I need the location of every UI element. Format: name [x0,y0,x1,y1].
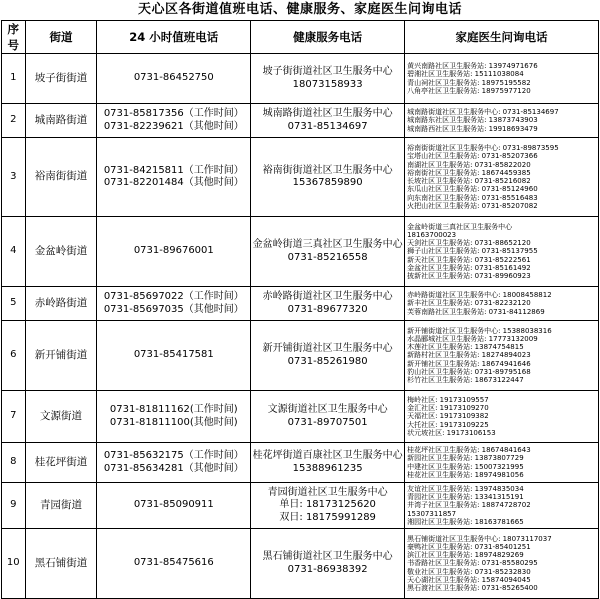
family-doctor-line: 青园社区卫生服务站: 13341315191 [407,493,524,502]
street-name: 赤岭路街道 [25,287,97,321]
family-doctor-line: 天剑社区卫生服务站: 0731-88652120 [407,239,531,248]
family-doctor-line: 豪鸭社区卫生服务站: 0731-85401251 [407,542,531,551]
row-number: 8 [2,443,26,483]
family-doctor-line: 梅岭社区: 19173109557 [407,395,489,404]
duty-phone: 0731-82239621（其他时间） [103,120,244,132]
health-service-cell [251,138,405,217]
family-doctor-line: 金盆社区卫生服务站: 0731-85161492 [407,263,531,272]
family-doctor-cell [405,138,599,217]
row-number: 7 [2,391,26,443]
duty-phone: 0731-81811100(其他时间) [109,416,238,428]
duty-phone: 0731-85634281（其他时间） [103,462,244,474]
duty-phone-cell [97,287,251,321]
table-body [2,54,599,599]
family-doctor-line: 金盆岭街道三真社区卫生服务中心 [407,222,513,231]
duty-phone: 0731-85697035（其他时间） [103,303,244,315]
duty-phone-cell [97,138,251,217]
health-service-cell [251,529,405,599]
row-number: 3 [2,138,26,217]
duty-phone: 0731-85417581 [133,349,214,361]
duty-phone-cell [97,391,251,443]
family-doctor-line: 黄兴南路社区卫生服务站: 13974971676 [407,62,538,70]
duty-phone-cell [97,483,251,529]
table-row [2,443,599,483]
family-doctor-line: 裕南街街道社区卫生服务中心: 0731-89873595 [407,144,559,152]
directory-table [1,20,599,599]
family-doctor-line: 天福社区: 19173109382 [407,412,489,421]
row-number: 4 [2,217,26,287]
health-service-line: 黑石铺街道社区卫生服务中心 [262,551,393,562]
header-no: 序号 [2,21,26,54]
table-row [2,104,599,138]
family-doctor-line: 中建社区卫生服务站: 15007321995 [407,462,524,471]
family-doctor-cell [405,104,599,138]
street-name: 文源街道 [25,391,97,443]
duty-phone-cell [97,104,251,138]
family-doctor-line: 长坡社区卫生服务站: 0731-85216082 [407,177,531,185]
family-doctor-line: 赤岭路街道社区卫生服务中心: 18008458812 [407,291,552,300]
family-doctor-line: 大托社区: 19173109225 [407,420,489,429]
family-doctor-line: 新天社区卫生服务站: 0731-85222561 [407,255,531,264]
family-doctor-line: 滨江社区卫生服务站: 18974829269 [407,551,524,560]
duty-phone: 0731-89676001 [133,245,214,257]
health-service-line: 15388961235 [292,462,363,474]
family-doctor-line: 城南路西社区卫生服务站: 19918693479 [407,124,538,133]
family-doctor-line: 碧湘社区卫生服务站: 15111038084 [407,70,524,79]
family-doctor-line: 敬业社区卫生服务站: 0731-85232830 [407,567,531,576]
duty-phone-cell [97,443,251,483]
health-service-cell [251,217,405,287]
health-service-line: 城南路街道社区卫生服务中心 [262,108,393,119]
row-number: 1 [2,54,26,104]
street-name: 黑石铺街道 [25,529,97,599]
health-service-line: 坡子街街道社区卫生服务中心 [262,66,393,77]
health-service-line: 0731-85216558 [287,251,368,263]
family-doctor-line: 城南路街道社区卫生服务中心: 0731-85134697 [407,108,559,117]
family-doctor-line: 火把山社区卫生服务站: 0731-85207082 [407,201,538,210]
header-duty-phone: 24 小时值班电话 [97,21,251,54]
health-service-line: 18073158933 [292,78,363,90]
family-doctor-line: 黑石渡社区卫生服务站: 0731-85265400 [407,584,538,593]
family-doctor-line: 桂花社区卫生服务站: 18974981056 [407,470,524,479]
health-service-line: 0731-89677320 [287,303,368,315]
duty-phone-cell [97,321,251,391]
family-doctor-line: 裕南街社区卫生服务站: 18674459385 [407,168,531,177]
health-service-cell [251,54,405,104]
health-service-line: 0731-85261980 [287,355,368,367]
health-service-line: 新开铺街道社区卫生服务中心 [262,343,393,354]
family-doctor-line: 新丰社区卫生服务站: 0731-82232120 [407,299,531,308]
header-street: 街道 [25,21,97,54]
family-doctor-line: 水晶郦城社区卫生服务站: 17773132009 [407,334,538,343]
health-service-line: 桂花坪街道百康社区卫生服务中心 [252,450,403,461]
family-doctor-line: 杉竹社区卫生服务站: 18673122447 [407,376,524,385]
street-name: 城南路街道 [25,104,97,138]
table-row [2,529,599,599]
family-doctor-cell [405,54,599,104]
table-row [2,483,599,529]
header-health-phone: 健康服务电话 [251,21,405,54]
health-service-line: 双日: 18175991289 [279,511,376,523]
document-title: 天心区各街道值班电话、健康服务、家庭医生问询电话 [137,2,462,17]
health-service-line: 金盆岭街道三真社区卫生服务中心 [252,239,403,250]
duty-phone: 0731-81811162(工作时间) [109,404,238,415]
family-doctor-line: 新园社区卫生服务站: 13873807729 [407,454,524,463]
family-doctor-cell [405,217,599,287]
table-row [2,391,599,443]
row-number: 10 [2,529,26,599]
health-service-cell [251,391,405,443]
family-doctor-line: 东瓜山社区卫生服务站: 0731-85124960 [407,185,538,194]
family-doctor-line: 新路村社区卫生服务站: 18274894023 [407,351,531,360]
header-row [2,21,599,54]
duty-phone: 0731-84215811（工作时间） [103,164,244,176]
family-doctor-cell [405,529,599,599]
duty-phone: 0731-82201484（其他时间） [103,177,244,188]
family-doctor-cell [405,287,599,321]
table-row [2,287,599,321]
duty-phone-cell [97,529,251,599]
health-service-cell [251,483,405,529]
family-doctor-line: 金汇社区: 19173109270 [407,404,489,413]
family-doctor-line: 城南路东社区卫生服务站: 13873743903 [407,116,538,125]
family-doctor-line: 宝塔山社区卫生服务站: 0731-85207366 [407,152,538,161]
row-number: 5 [2,287,26,321]
health-service-cell [251,443,405,483]
family-doctor-line: 书香路社区卫生服务站: 0731-85580295 [407,559,538,568]
health-service-line: 青园街道社区卫生服务中心 [267,486,388,498]
row-number: 9 [2,483,26,529]
family-doctor-line: 湘园社区卫生服务站: 18163781665 [407,517,524,526]
table-row [2,138,599,217]
family-doctor-line: 状元坡社区: 19173106153 [407,428,496,437]
health-service-line: 文源街道社区卫生服务中心 [267,404,388,415]
family-doctor-line: 新开铺街道社区卫生服务中心: 15388038316 [407,326,552,335]
street-name: 金盆岭街道 [25,217,97,287]
family-doctor-line: 新开铺社区卫生服务站: 18674941646 [407,359,531,368]
family-doctor-line: 南湖社区卫生服务站: 0731-85822020 [407,160,531,169]
family-doctor-line: 15307311857 [407,509,457,518]
family-doctor-cell [405,483,599,529]
family-doctor-line: 向东南社区卫生服务站: 0731-85516483 [407,193,538,202]
table-row [2,217,599,287]
health-service-cell [251,321,405,391]
family-doctor-line: 披新社区卫生服务站: 0731-89960923 [407,272,531,281]
health-service-line: 赤岭路街道社区卫生服务中心 [262,291,393,302]
family-doctor-line: 井湾子社区卫生服务站: 18874728702 [407,501,531,510]
health-service-line: 0731-86938392 [287,563,368,575]
health-service-cell [251,287,405,321]
street-name: 坡子街街道 [25,54,97,104]
family-doctor-cell [405,321,599,391]
street-name: 裕南街街道 [25,138,97,217]
street-name: 桂花坪街道 [25,443,97,483]
family-doctor-line: 狮子山社区卫生服务站: 0731-85137955 [407,247,538,256]
family-doctor-cell [405,443,599,483]
duty-phone: 0731-85697022（工作时间） [103,291,244,302]
street-name: 青园街道 [25,483,97,529]
health-service-cell [251,104,405,138]
duty-phone: 0731-85090911 [133,499,214,511]
family-doctor-line: 18163700023 [407,230,457,239]
duty-phone: 0731-85632175（工作时间） [103,450,244,461]
family-doctor-line: 青山祠社区卫生服务站: 18975195582 [407,78,531,87]
family-doctor-line: 黑石铺街道社区卫生服务中心: 18073117037 [407,534,552,543]
family-doctor-line: 芙蓉南路社区卫生服务站: 0731-84112869 [407,307,545,316]
row-number: 6 [2,321,26,391]
table-row [2,321,599,391]
family-doctor-line: 天心湖社区卫生服务站: 15874094045 [407,575,531,584]
header-family-doctor-phone: 家庭医生问询电话 [405,21,599,54]
health-service-line: 15367859890 [292,177,363,188]
family-doctor-line: 八角亭社区卫生服务站: 18975977120 [407,86,531,95]
health-service-line: 0731-85134697 [287,120,368,132]
family-doctor-cell [405,391,599,443]
duty-phone: 0731-86452750 [133,72,214,84]
health-service-line: 裕南街街道社区卫生服务中心 [262,164,393,176]
family-doctor-line: 木莲社区卫生服务站: 13874754815 [407,343,524,352]
family-doctor-line: 友谊社区卫生服务站: 13974835034 [407,484,524,493]
health-service-line: 单日: 18173125620 [279,499,376,511]
street-name: 新开铺街道 [25,321,97,391]
family-doctor-line: 桂花坪社区卫生服务站: 18674841643 [407,446,531,454]
duty-phone-cell [97,217,251,287]
duty-phone: 0731-85475616 [133,557,214,569]
phone-directory-sheet [1,0,599,599]
duty-phone: 0731-85817356（工作时间） [103,108,244,119]
row-number: 2 [2,104,26,138]
duty-phone-cell [97,54,251,104]
table-row [2,54,599,104]
family-doctor-line: 豹山社区卫生服务站: 0731-89795168 [407,367,531,376]
health-service-line: 0731-89707501 [287,416,368,428]
